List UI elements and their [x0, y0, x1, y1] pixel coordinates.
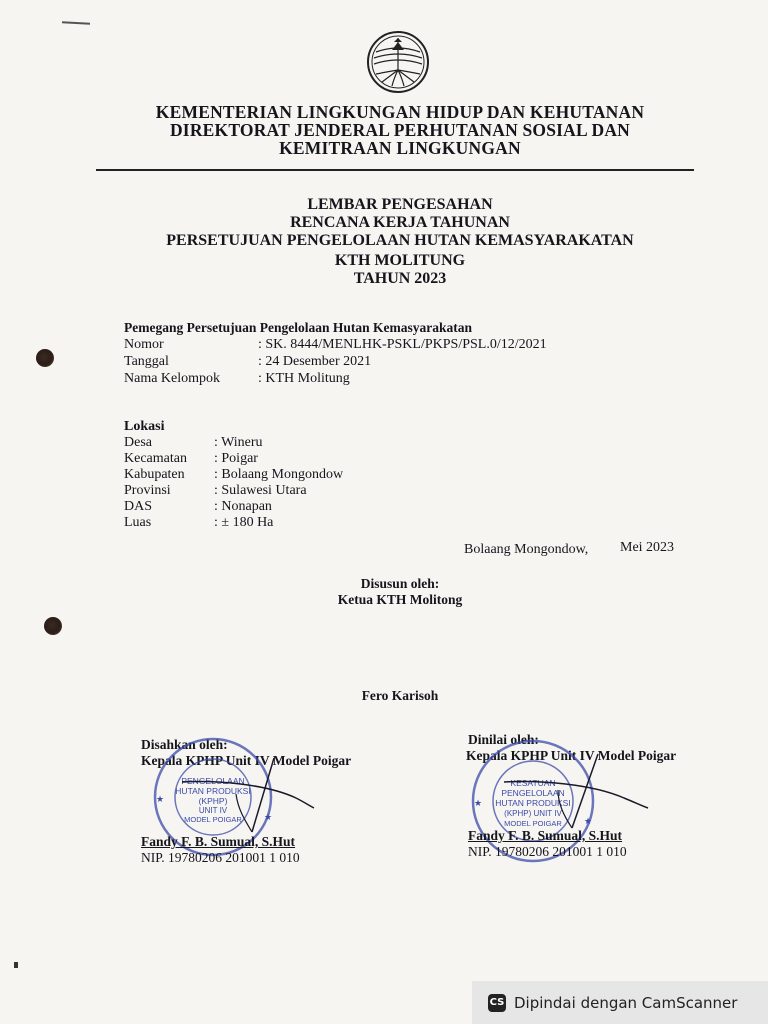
svg-text:HUTAN PRODUKSI: HUTAN PRODUKSI — [495, 798, 571, 808]
title-line-5: TAHUN 2023 — [353, 270, 447, 287]
scan-mark — [14, 962, 18, 968]
svg-text:MODEL POIGAR: MODEL POIGAR — [504, 819, 562, 828]
field-value: : KTH Molitung — [258, 371, 350, 386]
camscanner-logo-icon: CS — [488, 994, 506, 1012]
scan-mark — [62, 21, 90, 24]
field-value: : Wineru — [214, 435, 263, 450]
field-label: Provinsi — [124, 483, 171, 498]
compiler-name: Fero Karisoh — [361, 688, 439, 703]
field-value: : SK. 8444/MENLHK-PSKL/PKPS/PSL.0/12/2021 — [258, 337, 547, 352]
field-value: : Sulawesi Utara — [214, 483, 307, 498]
title-line-3: PERSETUJUAN PENGELOLAAN HUTAN KEMASYARAKATAN — [166, 232, 634, 249]
agency-line-2: DIREKTORAT JENDERAL PERHUTANAN SOSIAL DAN — [169, 120, 631, 140]
field-value: : Poigar — [214, 451, 258, 466]
camscanner-watermark — [472, 981, 768, 1024]
left-signer-role: Disahkan oleh: — [141, 737, 228, 752]
compiler-position: Ketua KTH Molitong — [337, 592, 463, 607]
right-signer-position: Kepala KPHP Unit IV Model Poigar — [466, 748, 677, 763]
svg-text:MODEL POIGAR: MODEL POIGAR — [184, 815, 242, 824]
location-row — [124, 435, 263, 451]
field-label: Tanggal — [124, 354, 169, 369]
header-divider — [96, 169, 694, 171]
svg-text:HUTAN PRODUKSI: HUTAN PRODUKSI — [175, 786, 251, 796]
svg-text:★: ★ — [264, 812, 273, 822]
svg-text:KESATUAN: KESATUAN — [510, 778, 556, 788]
svg-text:★: ★ — [156, 794, 165, 804]
camscanner-text: Dipindai dengan CamScanner — [514, 993, 738, 1012]
location-row — [124, 467, 343, 483]
date-text: Mei 2023 — [620, 540, 675, 555]
field-value: : ± 180 Ha — [214, 515, 274, 530]
title-line-2: RENCANA KERJA TAHUNAN — [290, 214, 510, 231]
location-row — [124, 451, 258, 467]
svg-text:PENGELOLAAN: PENGELOLAAN — [501, 788, 565, 798]
left-signer-position: Kepala KPHP Unit IV Model Poigar — [141, 753, 352, 768]
left-signer-name: Fandy F. B. Sumual, S.Hut — [141, 834, 296, 849]
field-value: : Bolaang Mongondow — [214, 467, 344, 482]
holder-row — [124, 337, 547, 353]
holder-heading: Pemegang Persetujuan Pengelolaan Hutan Kemasyarakatan — [124, 320, 472, 335]
svg-text:★: ★ — [584, 816, 593, 826]
svg-text:PENGELOLAAN: PENGELOLAAN — [181, 776, 245, 786]
ministry-logo — [366, 30, 430, 94]
field-value: : 24 Desember 2021 — [258, 354, 372, 369]
field-value: : Nonapan — [214, 499, 272, 514]
location-row — [124, 483, 307, 499]
field-label: Kabupaten — [124, 467, 185, 482]
compiler-label: Disusun oleh: — [360, 576, 440, 591]
field-label: Nomor — [124, 337, 164, 352]
title-line-4: KTH MOLITUNG — [334, 252, 466, 269]
location-row — [124, 515, 273, 531]
svg-text:★: ★ — [474, 798, 483, 808]
holder-row — [124, 371, 350, 387]
svg-text:(KPHP): (KPHP) — [198, 796, 228, 806]
svg-text:(KPHP) UNIT IV: (KPHP) UNIT IV — [504, 809, 562, 818]
punch-hole — [36, 349, 54, 367]
field-label: Nama Kelompok — [124, 371, 221, 386]
location-heading: Lokasi — [124, 419, 165, 434]
field-label: DAS — [124, 499, 153, 514]
agency-line-3: KEMITRAAN LINGKUNGAN — [279, 138, 521, 158]
place-text: Bolaang Mongondow, — [464, 542, 589, 557]
punch-hole — [44, 617, 62, 635]
holder-row — [124, 354, 371, 370]
right-signer-role: Dinilai oleh: — [468, 732, 539, 747]
location-row — [124, 499, 272, 515]
left-signer-nip: NIP. 19780206 201001 1 010 — [141, 850, 300, 865]
field-label: Kecamatan — [124, 451, 187, 466]
svg-text:UNIT IV: UNIT IV — [198, 806, 228, 815]
right-signer-nip: NIP. 19780206 201001 1 010 — [468, 844, 627, 859]
field-label: Luas — [124, 515, 152, 530]
field-label: Desa — [124, 435, 152, 450]
title-line-1: LEMBAR PENGESAHAN — [307, 196, 493, 213]
right-signer-name: Fandy F. B. Sumual, S.Hut — [468, 828, 623, 843]
agency-line-1: KEMENTERIAN LINGKUNGAN HIDUP DAN KEHUTANAN — [155, 102, 645, 122]
